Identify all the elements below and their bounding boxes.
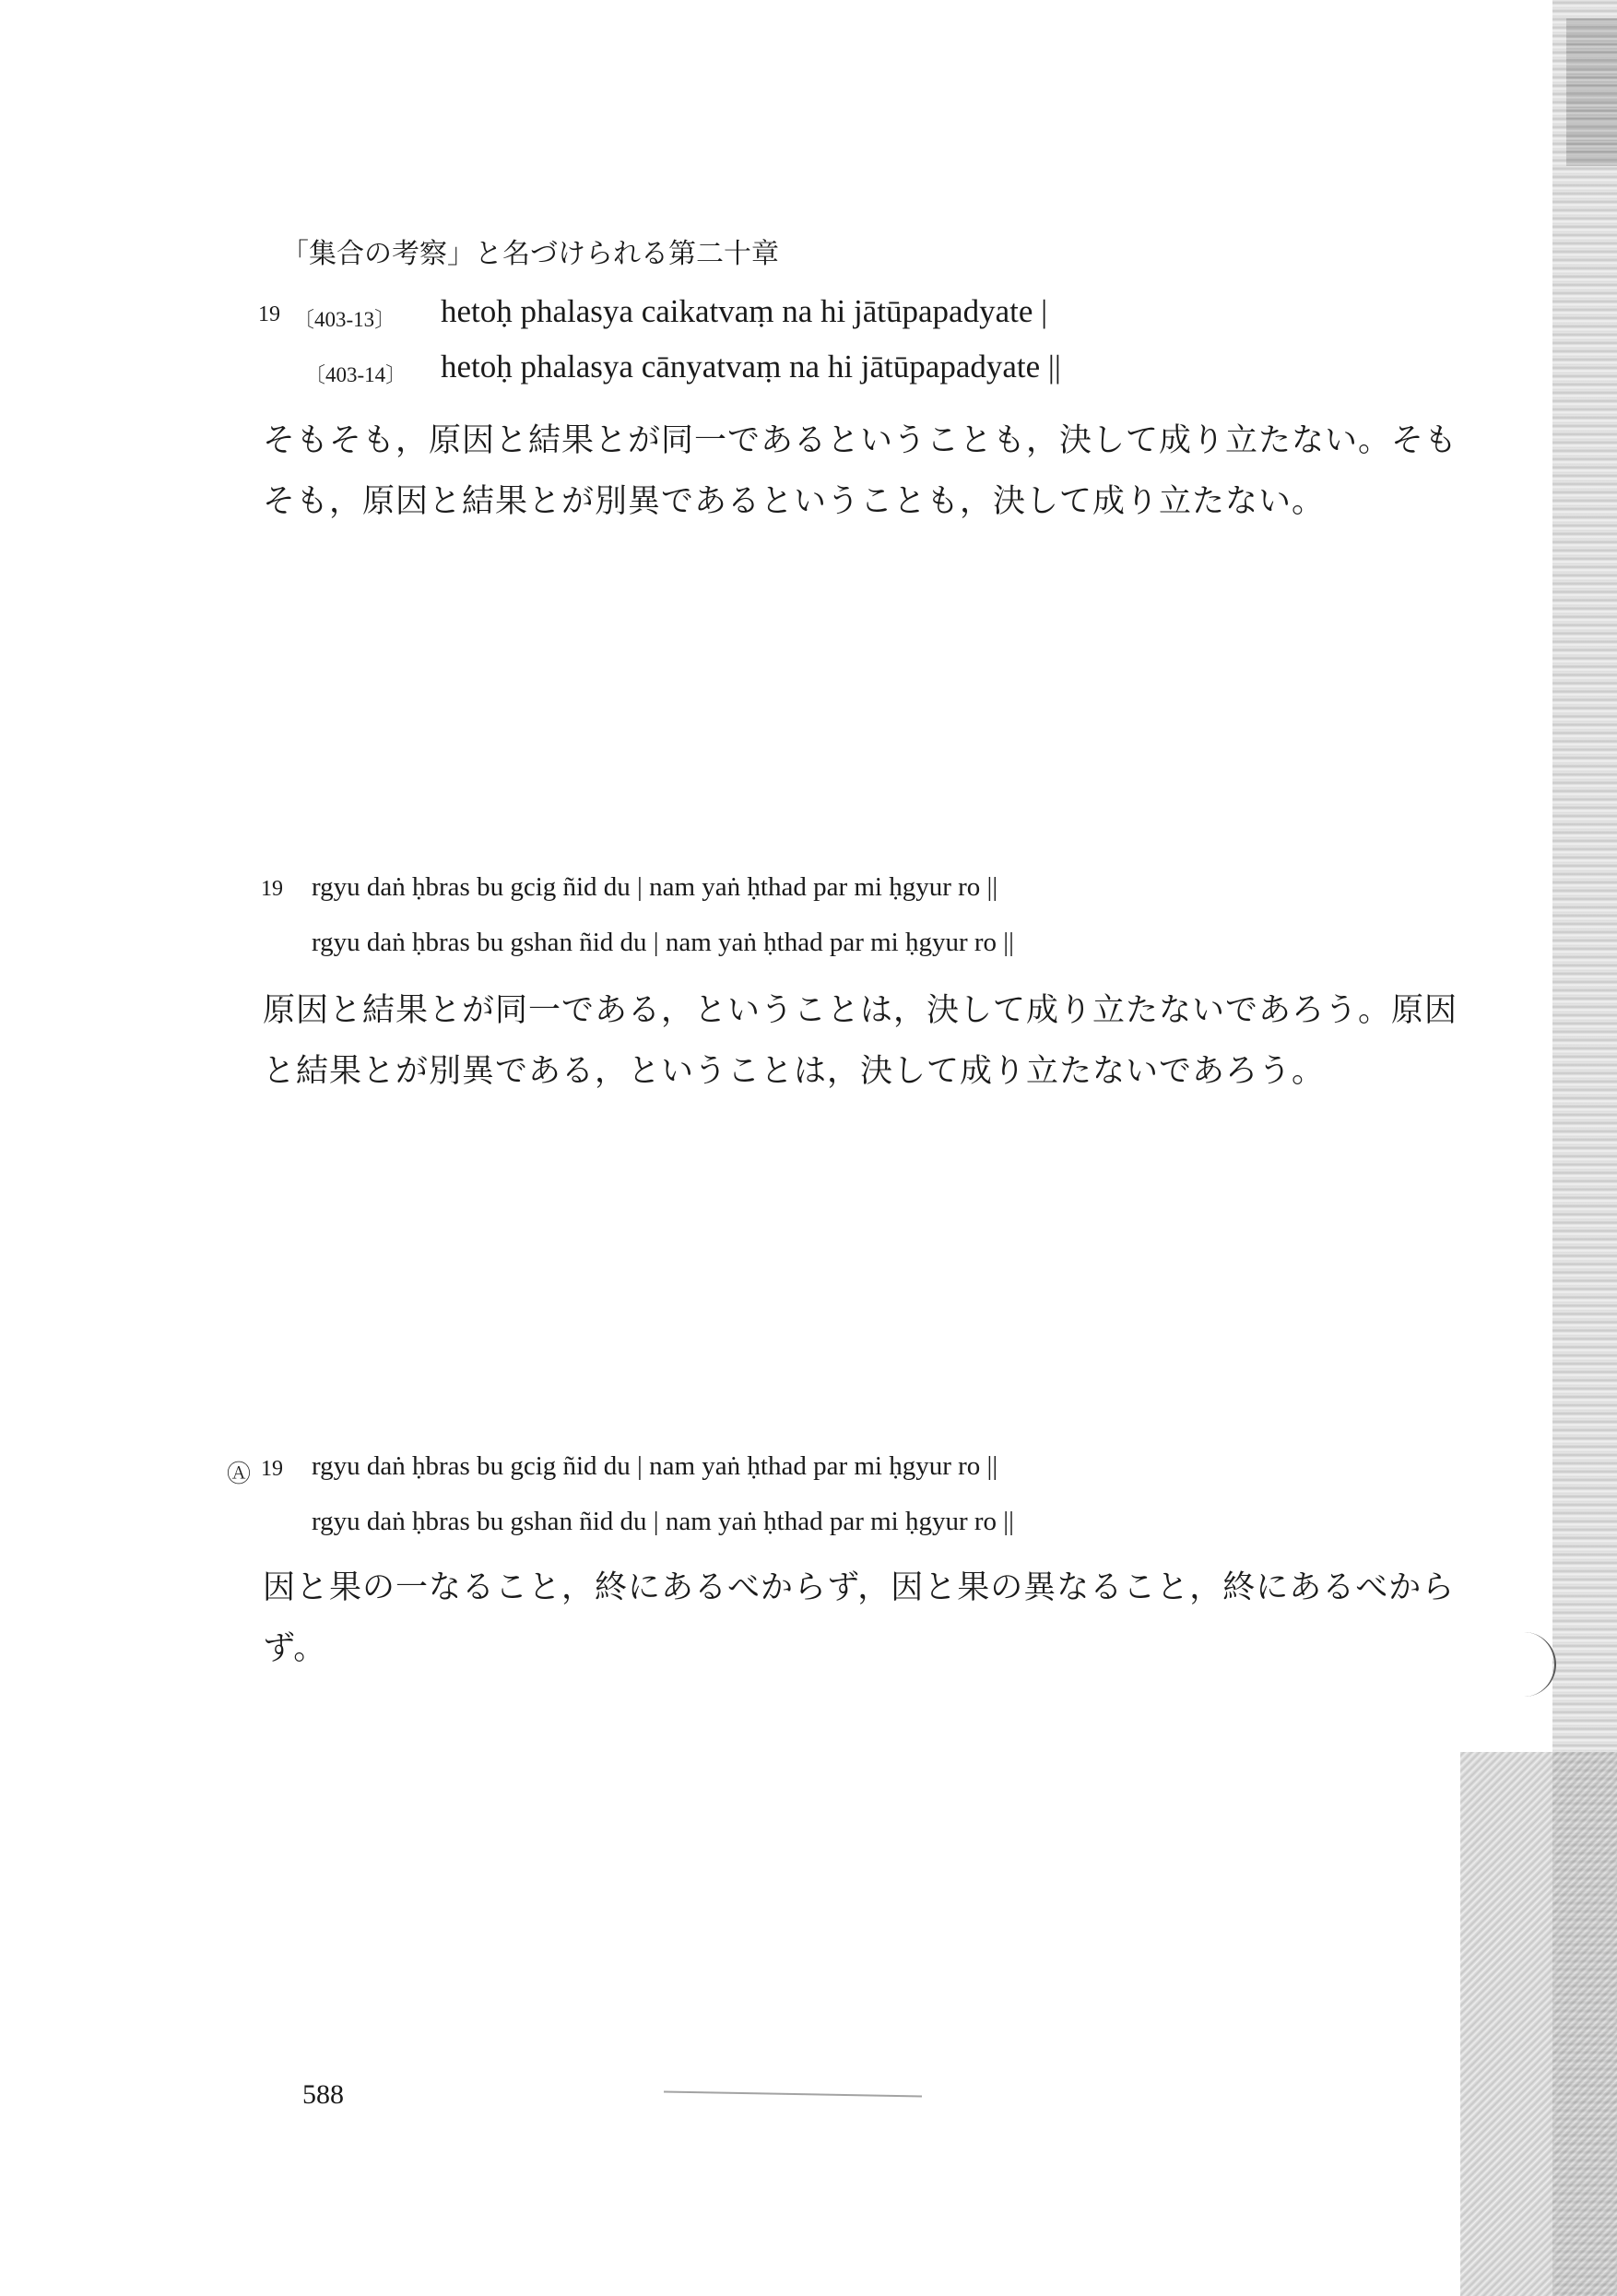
japanese-translation-line: ず。	[263, 1630, 327, 1667]
japanese-translation-line: そもそも，原因と結果とが同一であるということも，決して成り立たない。そも	[263, 422, 1458, 459]
verse-reference: 〔403-14〕	[304, 363, 407, 386]
chapter-header: 「集合の考察」と名づけられる第二十章	[281, 238, 779, 270]
verse-number: 19	[261, 1457, 283, 1481]
tibetan-line: rgyu daṅ ḥbras bu gshan ñid du | nam yaṅ ḥthad par mi ḥgyur ro ||	[312, 928, 1014, 957]
source-marker: Ⓐ	[227, 1461, 252, 1488]
sanskrit-line: hetoḥ phalasya caikatvaṃ na hi jātūpapadyate |	[441, 293, 1048, 329]
japanese-translation-line: 原因と結果とが同一である，ということは，決して成り立たないであろう。原因	[263, 992, 1458, 1029]
verse-number: 19	[258, 302, 280, 326]
japanese-translation-line: 因と果の一なること，終にあるべからず，因と果の異なること，終にあるべから	[263, 1569, 1456, 1606]
margin-bracket-mark	[1521, 1632, 1556, 1697]
tibetan-line: rgyu daṅ ḥbras bu gshan ñid du | nam yaṅ ḥthad par mi ḥgyur ro ||	[312, 1507, 1014, 1536]
scan-edge-shadow-bottom	[1460, 1752, 1617, 2296]
tibetan-line: rgyu daṅ ḥbras bu gcig ñid du | nam yaṅ ḥthad par mi ḥgyur ro ||	[312, 1451, 998, 1481]
verse-number: 19	[261, 877, 283, 901]
page-number: 588	[302, 2079, 344, 2110]
scan-scratch	[664, 2091, 922, 2098]
japanese-translation-line: と結果とが別異である，ということは，決して成り立たないであろう。	[263, 1053, 1326, 1090]
japanese-translation-line: そも，原因と結果とが別異であるということも，決して成り立たない。	[263, 483, 1326, 520]
tibetan-line: rgyu daṅ ḥbras bu gcig ñid du | nam yaṅ ḥthad par mi ḥgyur ro ||	[312, 872, 998, 902]
sanskrit-line: hetoḥ phalasya cānyatvaṃ na hi jātūpapadyate ||	[441, 349, 1061, 385]
verse-reference: 〔403-13〕	[293, 308, 396, 331]
